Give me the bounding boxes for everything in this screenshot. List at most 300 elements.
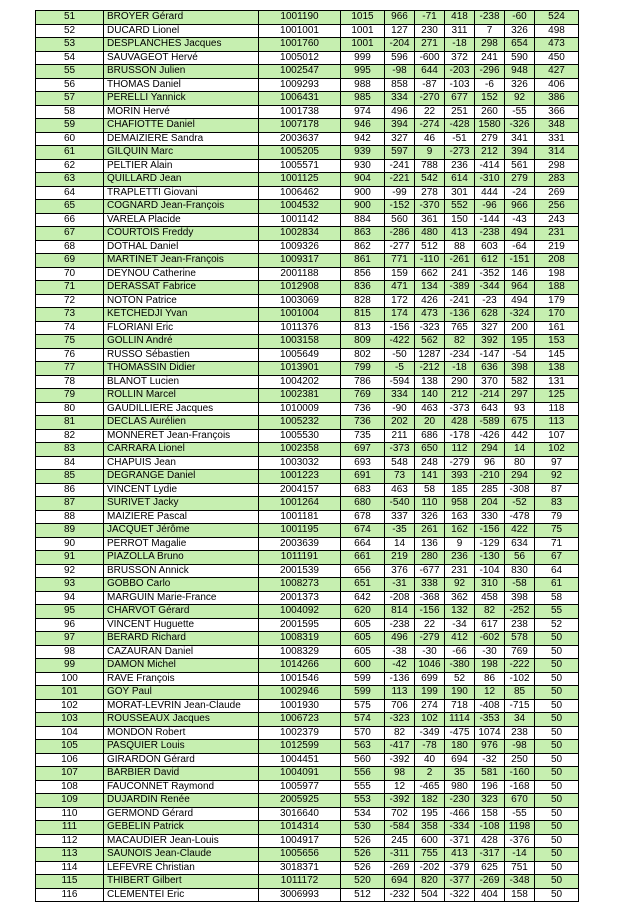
rank-cell: 87 (36, 497, 104, 511)
rank-cell: 75 (36, 335, 104, 349)
license-cell: 1006723 (259, 713, 341, 727)
name-cell: QUILLARD Jean (104, 173, 259, 187)
total-cell: 520 (341, 875, 385, 889)
score-4-cell: 612 (475, 254, 505, 268)
table-row (36, 119, 579, 133)
rank-cell: 73 (36, 308, 104, 322)
license-cell: 1008329 (259, 645, 341, 659)
points-cell: 50 (535, 686, 579, 700)
rank-cell: 54 (36, 51, 104, 65)
rank-cell: 86 (36, 483, 104, 497)
score-4-cell: -589 (475, 416, 505, 430)
score-2-cell: 504 (415, 888, 445, 902)
score-2-cell: 650 (415, 443, 445, 457)
score-2-cell: -270 (415, 92, 445, 106)
score-4-cell: -30 (475, 645, 505, 659)
name-cell: PIAZOLLA Bruno (104, 551, 259, 565)
rank-cell: 53 (36, 38, 104, 52)
points-cell: 107 (535, 429, 579, 443)
score-2-cell: 562 (415, 335, 445, 349)
points-cell: 50 (535, 807, 579, 821)
score-5-cell: 200 (505, 321, 535, 335)
license-cell: 1002946 (259, 686, 341, 700)
score-1-cell: -204 (385, 38, 415, 52)
license-cell: 1001930 (259, 699, 341, 713)
score-3-cell: 82 (445, 335, 475, 349)
score-2-cell: 22 (415, 105, 445, 119)
total-cell: 1015 (341, 11, 385, 25)
license-cell: 1005205 (259, 146, 341, 160)
score-5-cell: 1198 (505, 821, 535, 835)
license-cell: 1001004 (259, 308, 341, 322)
score-1-cell: -90 (385, 402, 415, 416)
score-5-cell: 675 (505, 416, 535, 430)
score-5-cell: 294 (505, 470, 535, 484)
table-row (36, 456, 579, 470)
license-cell: 1011191 (259, 551, 341, 565)
name-cell: DOTHAL Daniel (104, 240, 259, 254)
score-3-cell: 212 (445, 389, 475, 403)
table-row (36, 321, 579, 335)
score-2-cell: 134 (415, 281, 445, 295)
total-cell: 553 (341, 794, 385, 808)
ranking-table (35, 10, 579, 902)
score-2-cell: 261 (415, 524, 445, 538)
points-cell: 50 (535, 659, 579, 673)
license-cell: 2001188 (259, 267, 341, 281)
table-row (36, 51, 579, 65)
score-3-cell: 418 (445, 11, 475, 25)
score-4-cell: -214 (475, 389, 505, 403)
table-row (36, 564, 579, 578)
points-cell: 50 (535, 753, 579, 767)
score-3-cell: 132 (445, 605, 475, 619)
score-3-cell: 180 (445, 740, 475, 754)
score-1-cell: -42 (385, 659, 415, 673)
total-cell: 605 (341, 618, 385, 632)
total-cell: 809 (341, 335, 385, 349)
points-cell: 427 (535, 65, 579, 79)
table-row (36, 686, 579, 700)
name-cell: DEGRANGE Daniel (104, 470, 259, 484)
name-cell: CHAPUIS Jean (104, 456, 259, 470)
rank-cell: 77 (36, 362, 104, 376)
score-3-cell: 150 (445, 213, 475, 227)
name-cell: PERELLI Yannick (104, 92, 259, 106)
name-cell: ROUSSEAUX Jacques (104, 713, 259, 727)
score-1-cell: 463 (385, 483, 415, 497)
rank-cell: 96 (36, 618, 104, 632)
score-4-cell: 636 (475, 362, 505, 376)
score-5-cell: 561 (505, 159, 535, 173)
table-row (36, 753, 579, 767)
rank-cell: 80 (36, 402, 104, 416)
score-4-cell: 196 (475, 780, 505, 794)
points-cell: 50 (535, 726, 579, 740)
points-cell: 50 (535, 645, 579, 659)
table-row (36, 375, 579, 389)
name-cell: ROLLIN Marcel (104, 389, 259, 403)
table-row (36, 402, 579, 416)
total-cell: 575 (341, 699, 385, 713)
score-5-cell: 394 (505, 146, 535, 160)
rank-cell: 66 (36, 213, 104, 227)
score-4-cell: 1580 (475, 119, 505, 133)
score-2-cell: 40 (415, 753, 445, 767)
rank-cell: 114 (36, 861, 104, 875)
license-cell: 2001373 (259, 591, 341, 605)
score-1-cell: -594 (385, 375, 415, 389)
score-2-cell: -370 (415, 200, 445, 214)
score-4-cell: -310 (475, 173, 505, 187)
rank-cell: 98 (36, 645, 104, 659)
score-2-cell: -368 (415, 591, 445, 605)
score-1-cell: -323 (385, 713, 415, 727)
total-cell: 985 (341, 92, 385, 106)
name-cell: NOTON Patrice (104, 294, 259, 308)
points-cell: 71 (535, 537, 579, 551)
score-1-cell: -35 (385, 524, 415, 538)
score-1-cell: 14 (385, 537, 415, 551)
total-cell: 526 (341, 848, 385, 862)
score-5-cell: 158 (505, 888, 535, 902)
table-row (36, 78, 579, 92)
score-5-cell: -43 (505, 213, 535, 227)
license-cell: 2003639 (259, 537, 341, 551)
score-2-cell: -323 (415, 321, 445, 335)
name-cell: PASQUIER Louis (104, 740, 259, 754)
score-5-cell: -376 (505, 834, 535, 848)
points-cell: 219 (535, 240, 579, 254)
score-3-cell: 301 (445, 186, 475, 200)
name-cell: VINCENT Huguette (104, 618, 259, 632)
score-1-cell: 113 (385, 686, 415, 700)
score-2-cell: 686 (415, 429, 445, 443)
score-4-cell: -156 (475, 524, 505, 538)
score-3-cell: 9 (445, 537, 475, 551)
total-cell: 856 (341, 267, 385, 281)
score-3-cell: -389 (445, 281, 475, 295)
name-cell: CHARVOT Gérard (104, 605, 259, 619)
rank-cell: 71 (36, 281, 104, 295)
score-5-cell: 422 (505, 524, 535, 538)
total-cell: 600 (341, 659, 385, 673)
total-cell: 769 (341, 389, 385, 403)
score-2-cell: 820 (415, 875, 445, 889)
score-1-cell: -277 (385, 240, 415, 254)
rank-cell: 57 (36, 92, 104, 106)
score-2-cell: 426 (415, 294, 445, 308)
score-1-cell: 858 (385, 78, 415, 92)
score-3-cell: -373 (445, 402, 475, 416)
score-2-cell: 1287 (415, 348, 445, 362)
score-5-cell: -60 (505, 11, 535, 25)
license-cell: 1011172 (259, 875, 341, 889)
name-cell: MORAT-LEVRIN Jean-Claude (104, 699, 259, 713)
rank-cell: 108 (36, 780, 104, 794)
rank-cell: 95 (36, 605, 104, 619)
score-1-cell: 702 (385, 807, 415, 821)
license-cell: 1002381 (259, 389, 341, 403)
score-4-cell: -108 (475, 821, 505, 835)
rank-cell: 92 (36, 564, 104, 578)
table-row (36, 38, 579, 52)
license-cell: 1001125 (259, 173, 341, 187)
score-2-cell: 22 (415, 618, 445, 632)
name-cell: MAIZIERE Pascal (104, 510, 259, 524)
points-cell: 231 (535, 227, 579, 241)
score-3-cell: 718 (445, 699, 475, 713)
score-5-cell: -151 (505, 254, 535, 268)
score-5-cell: -55 (505, 105, 535, 119)
points-cell: 50 (535, 740, 579, 754)
score-5-cell: -160 (505, 767, 535, 781)
license-cell: 1003158 (259, 335, 341, 349)
score-4-cell: 976 (475, 740, 505, 754)
table-row (36, 240, 579, 254)
license-cell: 1001738 (259, 105, 341, 119)
score-1-cell: 337 (385, 510, 415, 524)
score-3-cell: -475 (445, 726, 475, 740)
score-2-cell: 542 (415, 173, 445, 187)
score-3-cell: 677 (445, 92, 475, 106)
points-cell: 386 (535, 92, 579, 106)
license-cell: 1004202 (259, 375, 341, 389)
score-5-cell: 964 (505, 281, 535, 295)
score-3-cell: 290 (445, 375, 475, 389)
total-cell: 620 (341, 605, 385, 619)
total-cell: 599 (341, 686, 385, 700)
license-cell: 1012908 (259, 281, 341, 295)
table-row (36, 524, 579, 538)
points-cell: 153 (535, 335, 579, 349)
score-1-cell: -221 (385, 173, 415, 187)
points-cell: 198 (535, 267, 579, 281)
score-5-cell: 85 (505, 686, 535, 700)
total-cell: 574 (341, 713, 385, 727)
score-5-cell: 93 (505, 402, 535, 416)
points-cell: 161 (535, 321, 579, 335)
total-cell: 555 (341, 780, 385, 794)
total-cell: 995 (341, 65, 385, 79)
name-cell: MONDON Robert (104, 726, 259, 740)
table-row (36, 591, 579, 605)
score-2-cell: 2 (415, 767, 445, 781)
ranking-table-body (36, 11, 579, 902)
total-cell: 884 (341, 213, 385, 227)
score-1-cell: 771 (385, 254, 415, 268)
score-4-cell: 212 (475, 146, 505, 160)
score-5-cell: -715 (505, 699, 535, 713)
points-cell: 498 (535, 24, 579, 38)
points-cell: 298 (535, 159, 579, 173)
license-cell: 1009326 (259, 240, 341, 254)
name-cell: GOBBO Carlo (104, 578, 259, 592)
license-cell: 2005925 (259, 794, 341, 808)
score-2-cell: 358 (415, 821, 445, 835)
name-cell: PELTIER Alain (104, 159, 259, 173)
points-cell: 61 (535, 578, 579, 592)
name-cell: DAMON Michel (104, 659, 259, 673)
score-2-cell: -677 (415, 564, 445, 578)
license-cell: 1012599 (259, 740, 341, 754)
total-cell: 904 (341, 173, 385, 187)
points-cell: 64 (535, 564, 579, 578)
table-row (36, 726, 579, 740)
score-2-cell: -202 (415, 861, 445, 875)
points-cell: 524 (535, 11, 579, 25)
score-5-cell: 830 (505, 564, 535, 578)
score-2-cell: 199 (415, 686, 445, 700)
name-cell: LEFEVRE Christian (104, 861, 259, 875)
rank-cell: 112 (36, 834, 104, 848)
score-1-cell: 706 (385, 699, 415, 713)
score-5-cell: -252 (505, 605, 535, 619)
table-row (36, 389, 579, 403)
name-cell: FAUCONNET Raymond (104, 780, 259, 794)
points-cell: 269 (535, 186, 579, 200)
name-cell: MARGUIN Marie-France (104, 591, 259, 605)
score-4-cell: -344 (475, 281, 505, 295)
license-cell: 1001190 (259, 11, 341, 25)
score-2-cell: 230 (415, 24, 445, 38)
score-1-cell: -136 (385, 672, 415, 686)
score-3-cell: -379 (445, 861, 475, 875)
score-3-cell: -273 (445, 146, 475, 160)
score-5-cell: 590 (505, 51, 535, 65)
score-1-cell: -373 (385, 443, 415, 457)
total-cell: 683 (341, 483, 385, 497)
points-cell: 50 (535, 699, 579, 713)
score-2-cell: -78 (415, 740, 445, 754)
score-3-cell: 92 (445, 578, 475, 592)
table-row (36, 645, 579, 659)
score-3-cell: 236 (445, 551, 475, 565)
rank-cell: 90 (36, 537, 104, 551)
total-cell: 988 (341, 78, 385, 92)
score-4-cell: 370 (475, 375, 505, 389)
score-1-cell: 327 (385, 132, 415, 146)
license-cell: 1006431 (259, 92, 341, 106)
rank-cell: 52 (36, 24, 104, 38)
score-1-cell: 334 (385, 389, 415, 403)
score-5-cell: 56 (505, 551, 535, 565)
score-3-cell: 1114 (445, 713, 475, 727)
rank-cell: 69 (36, 254, 104, 268)
name-cell: DEYNOU Catherine (104, 267, 259, 281)
license-cell: 1001001 (259, 24, 341, 38)
points-cell: 170 (535, 308, 579, 322)
points-cell: 97 (535, 456, 579, 470)
score-5-cell: -348 (505, 875, 535, 889)
score-5-cell: 14 (505, 443, 535, 457)
rank-cell: 99 (36, 659, 104, 673)
table-row (36, 483, 579, 497)
score-4-cell: -414 (475, 159, 505, 173)
score-4-cell: 603 (475, 240, 505, 254)
rank-cell: 102 (36, 699, 104, 713)
score-4-cell: 12 (475, 686, 505, 700)
score-1-cell: 12 (385, 780, 415, 794)
score-1-cell: 560 (385, 213, 415, 227)
total-cell: 736 (341, 402, 385, 416)
score-4-cell: 158 (475, 807, 505, 821)
rank-cell: 105 (36, 740, 104, 754)
score-5-cell: 494 (505, 294, 535, 308)
name-cell: CAZAURAN Daniel (104, 645, 259, 659)
total-cell: 678 (341, 510, 385, 524)
score-2-cell: 274 (415, 699, 445, 713)
license-cell: 1003069 (259, 294, 341, 308)
table-row (36, 348, 579, 362)
score-3-cell: -230 (445, 794, 475, 808)
name-cell: FLORIANI Eric (104, 321, 259, 335)
rank-cell: 88 (36, 510, 104, 524)
score-3-cell: -18 (445, 38, 475, 52)
name-cell: CLEMENTEI Eric (104, 888, 259, 902)
rank-cell: 81 (36, 416, 104, 430)
rank-cell: 79 (36, 389, 104, 403)
score-2-cell: 248 (415, 456, 445, 470)
license-cell: 1010009 (259, 402, 341, 416)
points-cell: 50 (535, 888, 579, 902)
name-cell: VARELA Placide (104, 213, 259, 227)
name-cell: THOMASSIN Didier (104, 362, 259, 376)
score-5-cell: -308 (505, 483, 535, 497)
table-row (36, 497, 579, 511)
total-cell: 942 (341, 132, 385, 146)
score-3-cell: 162 (445, 524, 475, 538)
rank-cell: 62 (36, 159, 104, 173)
total-cell: 664 (341, 537, 385, 551)
table-row (36, 713, 579, 727)
score-4-cell: 82 (475, 605, 505, 619)
license-cell: 1009317 (259, 254, 341, 268)
total-cell: 1001 (341, 24, 385, 38)
points-cell: 50 (535, 713, 579, 727)
rank-cell: 60 (36, 132, 104, 146)
score-1-cell: -31 (385, 578, 415, 592)
score-1-cell: 174 (385, 308, 415, 322)
score-5-cell: 80 (505, 456, 535, 470)
score-1-cell: 219 (385, 551, 415, 565)
score-4-cell: -408 (475, 699, 505, 713)
name-cell: THIBERT Gilbert (104, 875, 259, 889)
points-cell: 55 (535, 605, 579, 619)
score-3-cell: 163 (445, 510, 475, 524)
total-cell: 563 (341, 740, 385, 754)
table-row (36, 65, 579, 79)
score-4-cell: 294 (475, 443, 505, 457)
score-3-cell: 765 (445, 321, 475, 335)
table-row (36, 213, 579, 227)
points-cell: 50 (535, 672, 579, 686)
score-1-cell: 202 (385, 416, 415, 430)
score-4-cell: -96 (475, 200, 505, 214)
score-4-cell: 330 (475, 510, 505, 524)
table-row (36, 888, 579, 902)
score-4-cell: 198 (475, 659, 505, 673)
score-5-cell: 966 (505, 200, 535, 214)
score-3-cell: -371 (445, 834, 475, 848)
score-1-cell: 73 (385, 470, 415, 484)
points-cell: 145 (535, 348, 579, 362)
rank-cell: 106 (36, 753, 104, 767)
score-2-cell: 140 (415, 389, 445, 403)
score-2-cell: 788 (415, 159, 445, 173)
points-cell: 50 (535, 780, 579, 794)
score-3-cell: -66 (445, 645, 475, 659)
